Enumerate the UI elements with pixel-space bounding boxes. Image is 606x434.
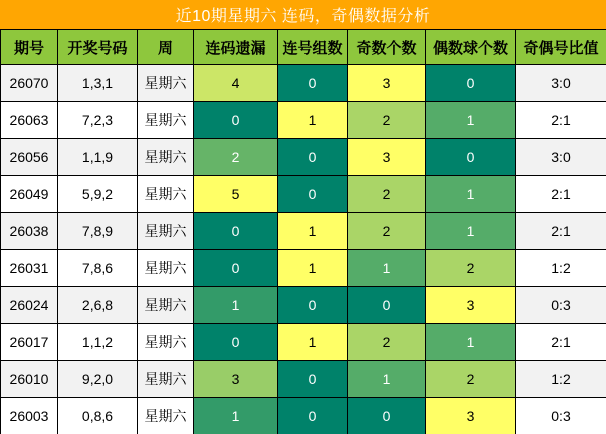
cell-groups: 0: [278, 65, 348, 102]
cell-period: 26010: [1, 361, 58, 398]
table-row: [1, 65, 606, 102]
cell-even: 2: [426, 250, 516, 287]
cell-miss: 5: [194, 176, 278, 213]
data-table: [0, 29, 606, 434]
cell-ratio: 0:3: [516, 287, 606, 324]
cell-week: 星期六: [138, 65, 194, 102]
cell-numbers: 1,1,9: [58, 139, 138, 176]
cell-groups: 1: [278, 213, 348, 250]
column-header-miss: 连码遗漏: [194, 30, 278, 65]
column-header-ratio: 奇偶号比值: [516, 30, 606, 65]
cell-week: 星期六: [138, 324, 194, 361]
cell-groups: 0: [278, 176, 348, 213]
cell-week: 星期六: [138, 139, 194, 176]
cell-odd: 3: [348, 65, 426, 102]
cell-miss: 1: [194, 287, 278, 324]
header-row: [1, 30, 606, 65]
cell-miss: 2: [194, 139, 278, 176]
cell-week: 星期六: [138, 250, 194, 287]
cell-odd: 2: [348, 324, 426, 361]
column-header-odd: 奇数个数: [348, 30, 426, 65]
cell-miss: 1: [194, 398, 278, 434]
cell-miss: 0: [194, 324, 278, 361]
cell-odd: 1: [348, 361, 426, 398]
cell-numbers: 1,1,2: [58, 324, 138, 361]
table-row: [1, 398, 606, 434]
cell-groups: 0: [278, 287, 348, 324]
page-title: 近10期星期六 连码，奇偶数据分析: [175, 8, 431, 25]
cell-numbers: 7,8,6: [58, 250, 138, 287]
cell-period: 26063: [1, 102, 58, 139]
cell-numbers: 7,2,3: [58, 102, 138, 139]
cell-even: 1: [426, 176, 516, 213]
table-row: [1, 287, 606, 324]
column-header-week: 周: [138, 30, 194, 65]
cell-week: 星期六: [138, 398, 194, 434]
cell-miss: 0: [194, 213, 278, 250]
cell-ratio: 0:3: [516, 398, 606, 434]
cell-miss: 0: [194, 102, 278, 139]
column-header-even: 偶数球个数: [426, 30, 516, 65]
cell-groups: 0: [278, 361, 348, 398]
table-body: [1, 65, 606, 434]
cell-ratio: 3:0: [516, 65, 606, 102]
table-row: [1, 324, 606, 361]
cell-ratio: 1:2: [516, 250, 606, 287]
cell-even: 0: [426, 139, 516, 176]
cell-even: 3: [426, 287, 516, 324]
cell-numbers: 2,6,8: [58, 287, 138, 324]
cell-period: 26070: [1, 65, 58, 102]
cell-groups: 1: [278, 324, 348, 361]
cell-groups: 1: [278, 250, 348, 287]
cell-miss: 0: [194, 250, 278, 287]
cell-period: 26049: [1, 176, 58, 213]
cell-numbers: 0,8,6: [58, 398, 138, 434]
cell-odd: 2: [348, 213, 426, 250]
table-row: [1, 102, 606, 139]
cell-numbers: 1,3,1: [58, 65, 138, 102]
cell-period: 26056: [1, 139, 58, 176]
cell-period: 26031: [1, 250, 58, 287]
cell-odd: 3: [348, 139, 426, 176]
cell-ratio: 1:2: [516, 361, 606, 398]
table-row: [1, 250, 606, 287]
cell-ratio: 2:1: [516, 324, 606, 361]
table-row: [1, 361, 606, 398]
cell-even: 3: [426, 398, 516, 434]
cell-ratio: 2:1: [516, 176, 606, 213]
cell-even: 2: [426, 361, 516, 398]
table-row: [1, 213, 606, 250]
column-header-groups: 连号组数: [278, 30, 348, 65]
cell-odd: 2: [348, 102, 426, 139]
cell-ratio: 2:1: [516, 213, 606, 250]
cell-even: 0: [426, 65, 516, 102]
cell-odd: 2: [348, 176, 426, 213]
cell-odd: 0: [348, 398, 426, 434]
cell-odd: 1: [348, 250, 426, 287]
table-header: [1, 30, 606, 65]
cell-period: 26038: [1, 213, 58, 250]
cell-period: 26003: [1, 398, 58, 434]
cell-miss: 4: [194, 65, 278, 102]
cell-even: 1: [426, 324, 516, 361]
cell-numbers: 5,9,2: [58, 176, 138, 213]
cell-ratio: 3:0: [516, 139, 606, 176]
cell-period: 26024: [1, 287, 58, 324]
cell-week: 星期六: [138, 213, 194, 250]
cell-period: 26017: [1, 324, 58, 361]
cell-week: 星期六: [138, 102, 194, 139]
cell-week: 星期六: [138, 287, 194, 324]
cell-odd: 0: [348, 287, 426, 324]
cell-ratio: 2:1: [516, 102, 606, 139]
cell-week: 星期六: [138, 176, 194, 213]
cell-even: 1: [426, 213, 516, 250]
cell-numbers: 9,2,0: [58, 361, 138, 398]
cell-week: 星期六: [138, 361, 194, 398]
cell-groups: 1: [278, 102, 348, 139]
cell-groups: 0: [278, 139, 348, 176]
column-header-period: 期号: [1, 30, 58, 65]
cell-miss: 3: [194, 361, 278, 398]
table-row: [1, 176, 606, 213]
title-bar: [0, 0, 606, 29]
cell-groups: 0: [278, 398, 348, 434]
column-header-numbers: 开奖号码: [58, 30, 138, 65]
cell-numbers: 7,8,9: [58, 213, 138, 250]
cell-even: 1: [426, 102, 516, 139]
table-row: [1, 139, 606, 176]
